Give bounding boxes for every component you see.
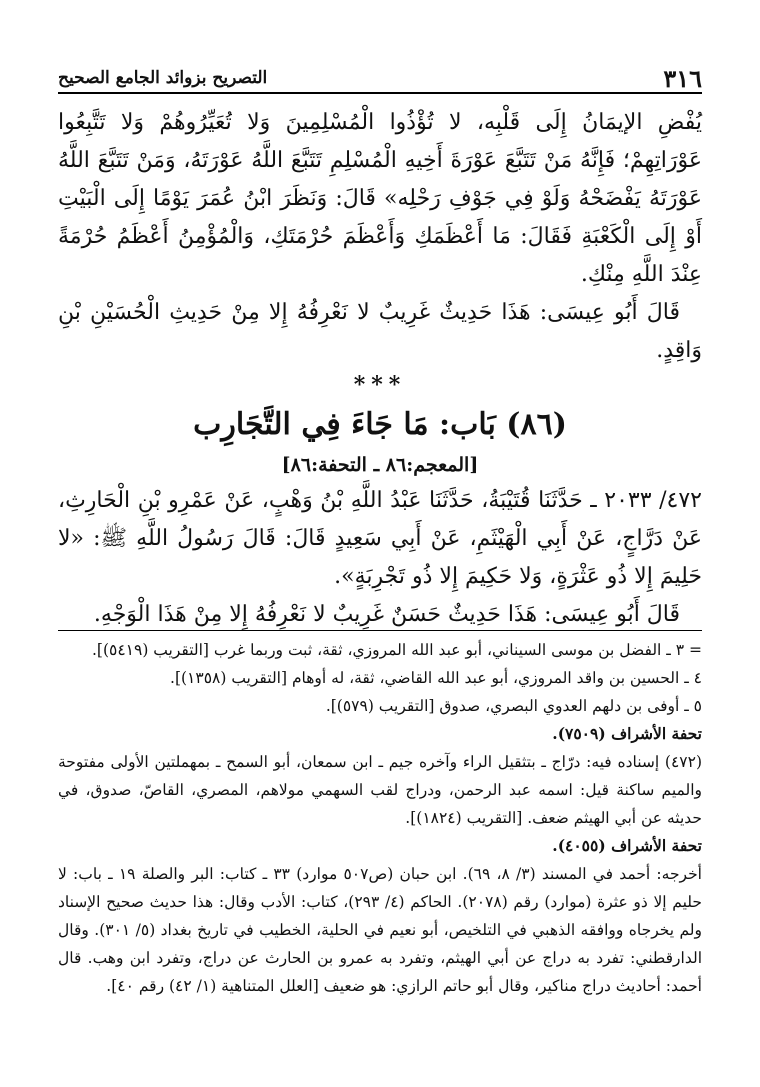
main-text: [58, 104, 702, 634]
tirmidhi-comment-1: قَالَ أَبُو عِيسَى: هَذَا حَدِيثٌ غَرِيبٌ لا نَعْرِفُهُ إِلا مِنْ حَدِيثِ الْحُسَيْنِ بْنِ وَاقِدٍ.: [58, 300, 702, 363]
footnote-narrator-5: ٥ ـ أوفى بن دلهم العدوي البصري، صدوق [التقريب (٥٧٩)].: [325, 697, 702, 715]
page-number: ٣١٦: [663, 64, 702, 93]
footnote-divider: [58, 630, 702, 631]
footnote-narrator-4: ٤ ـ الحسين بن واقد المروزي، أبو عبد الله القاضي، ثقة، له أوهام [التقريب (١٣٥٨)].: [170, 669, 702, 687]
hadith-472: ٤٧٢/ ٢٠٣٣ ـ حَدَّثَنَا قُتَيْبَةُ، حَدَّثَنَا عَبْدُ اللَّهِ بْنُ وَهْبٍ، عَنْ عَمْرِو بْنِ الْحَارِثِ، عَنْ دَرَّاجٍ، عَنْ أَبِي الْهَيْثَمِ، عَنْ أَبِي سَعِيدٍ قَالَ: قَالَ رَسُولُ اللَّهِ ﷺ: «لا حَلِيمَ إِلا ذُو عَثْرَةٍ، وَلا حَكِيمَ إِلا ذُو تَجْرِبَةٍ».: [58, 488, 702, 589]
footnote-takhrij: أخرجه: أحمد في المسند (٣/ ٨، ٦٩). ابن حبان (ص٥٠٧ موارد) ٣٣ ـ كتاب: البر والصلة ١٩ ـ باب: لا حليم إلا ذو عثرة (موارد) رقم (٢٠٧٨). الحاكم (٤/ ٢٩٣)، كتاب: الأدب وقال: هذا حديث صحيح الإسناد ولم يخرجاه ووافقه الذهبي في التلخيص، أبو نعيم في الحلية، الخطيب في تاريخ بغداد (٥/ ٣٠١). وقال الدارقطني: تفرد به دراج عن أبي الهيثم، وتفرد به عمرو بن الحارث عن دراج، وتفرد ابن وهب. قال أحمد: أحاديث دراج مناكير، وقال أبو حاتم الرازي: هو ضعيف [العلل المتناهية (١/ ٤٢) رقم ٤٠].: [58, 865, 703, 995]
page-header: [58, 58, 702, 94]
footnote-narrator-3: = ٣ ـ الفضل بن موسى السيناني، أبو عبد الله المروزي، ثقة، ثبت وربما غرب [التقريب (٥٤١٩)].: [91, 641, 702, 659]
footnote-tuhfa-2: تحفة الأشراف (٤٠٥٥).: [552, 836, 702, 855]
chapter-title: (٨٦) بَاب: مَا جَاءَ فِي التَّجَارِب: [193, 407, 567, 442]
section-separator: ***: [353, 372, 407, 398]
tirmidhi-comment-2: قَالَ أَبُو عِيسَى: هَذَا حَدِيثٌ حَسَنٌ غَرِيبٌ لا نَعْرِفُهُ إِلا مِنْ هَذَا الْوَجْهِ.: [93, 602, 680, 627]
footnote-472-isnad: (٤٧٢) إسناده فيه: درّاج ـ بتثقيل الراء وآخره جيم ـ ابن سمعان، أبو السمح ـ بمهملتين الأولى مفتوحة والميم ساكنة قيل: اسمه عبد الرحمن، ودراج لقب السهمي مولاهم، المصري، القاصّ، صدوق، في حديثه عن أبي الهيثم ضعف. [التقريب (١٨٢٤)].: [58, 753, 702, 827]
hadith-continuation: يُفْضِ الإيمَانُ إِلَى قَلْبِه، لا تُؤْذُوا الْمُسْلِمِينَ وَلا تُعَيِّرُوهُمْ وَلا تَتَّبِعُوا عَوْرَاتِهِمْ؛ فَإِنَّهُ مَنْ تَتَبَّعَ عَوْرَةَ أَخِيهِ الْمُسْلِمِ تَتَبَّعَ اللَّهُ عَوْرَتَهُ، وَمَنْ تَتَبَّعَ اللَّهُ عَوْرَتَهُ يَفْضَحْهُ وَلَوْ فِي جَوْفِ رَحْلِه» قَالَ: وَنَظَرَ ابْنُ عُمَرَ يَوْمًا إِلَى الْبَيْتِ أَوْ إِلَى الْكَعْبَةِ فَقَالَ: مَا أَعْظَمَكِ وَأَعْظَمَ حُرْمَتَكِ، وَالْمُؤْمِنُ أَعْظَمُ حُرْمَةً عِنْدَ اللَّهِ مِنْكِ.: [58, 110, 702, 287]
chapter-reference: [المعجم:٨٦ ـ التحفة:٨٦]: [281, 454, 479, 476]
footnotes: [58, 636, 702, 1000]
running-title: التصريح بزوائد الجامع الصحيح: [58, 68, 268, 88]
footnote-tuhfa-1: تحفة الأشراف (٧٥٠٩).: [552, 724, 702, 743]
